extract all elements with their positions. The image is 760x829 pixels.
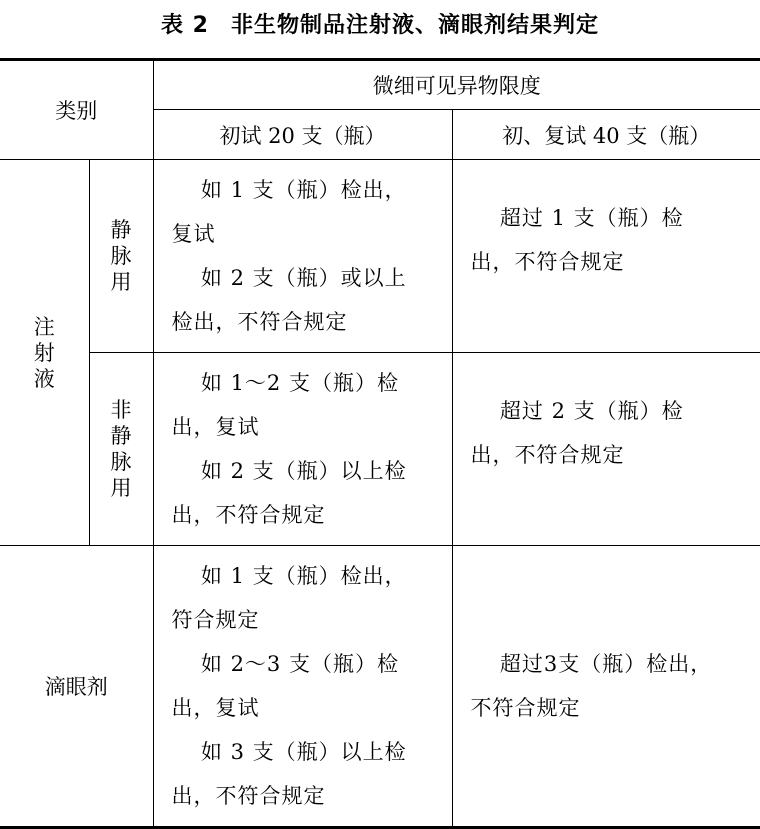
eye-drops-initial-rule: 如 1 支（瓶）检出， 符合规定 如 2～3 支（瓶）检 出，复试 如 3 支（瓶）以上检 出，不符合规定 bbox=[153, 546, 452, 828]
category-eye-drops: 滴眼剂 bbox=[0, 546, 153, 828]
subcategory-non-intravenous: 非 静 脉 用 bbox=[89, 353, 153, 546]
non-iv-retest-rule: 超过 2 支（瓶）检 出，不符合规定 bbox=[452, 353, 760, 546]
table-caption: 非生物制品注射液、滴眼剂结果判定 bbox=[230, 13, 599, 38]
iv-initial-rule: 如 1 支（瓶）检出， 复试 如 2 支（瓶）或以上 检出，不符合规定 bbox=[153, 160, 452, 353]
header-limit: 微细可见异物限度 bbox=[153, 60, 760, 110]
table-title bbox=[0, 8, 760, 39]
table-number: 表 2 bbox=[161, 13, 209, 38]
subcategory-intravenous: 静 脉 用 bbox=[89, 160, 153, 353]
category-injection: 注 射 液 bbox=[0, 160, 89, 546]
iv-retest-rule: 超过 1 支（瓶）检 出，不符合规定 bbox=[452, 160, 760, 353]
header-retest: 初、复试 40 支（瓶） bbox=[452, 110, 760, 160]
header-initial-test: 初试 20 支（瓶） bbox=[153, 110, 452, 160]
header-category: 类别 bbox=[0, 60, 153, 160]
result-table bbox=[0, 58, 760, 829]
eye-drops-retest-rule: 超过3支（瓶）检出， 不符合规定 bbox=[470, 652, 713, 720]
non-iv-initial-rule: 如 1～2 支（瓶）检 出，复试 如 2 支（瓶）以上检 出，不符合规定 bbox=[153, 353, 452, 546]
